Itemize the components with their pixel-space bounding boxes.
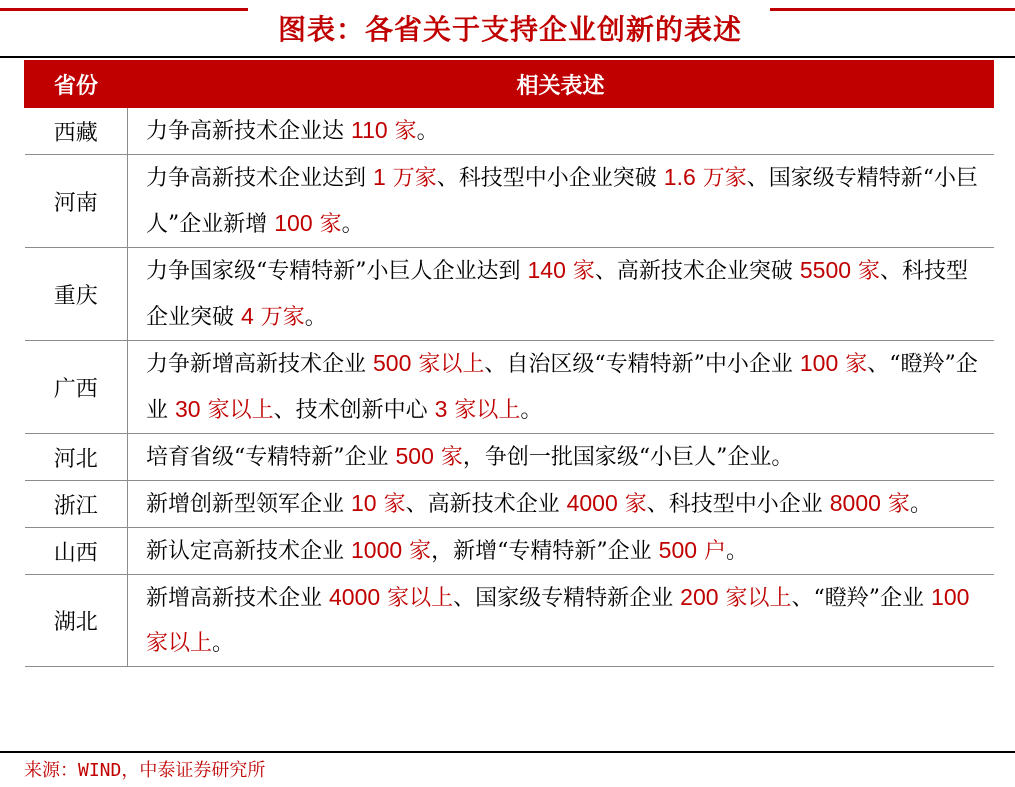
description-text: 。 xyxy=(520,398,543,423)
description-text: 、国家级专精特新企业 xyxy=(453,586,681,611)
description-text: 。 xyxy=(304,305,327,330)
source-note: 来源：WIND，中泰证券研究所 xyxy=(24,760,266,781)
table-row xyxy=(25,248,994,341)
description-text: 。 xyxy=(212,631,235,656)
target-number: 3 xyxy=(434,396,448,422)
target-number: 500 xyxy=(395,443,434,469)
table-row xyxy=(25,434,994,481)
target-number: 4000 xyxy=(329,584,381,610)
header-province: 省份 xyxy=(25,61,128,108)
target-number: 1 xyxy=(373,164,386,190)
target-unit: 家 xyxy=(617,492,647,517)
target-unit: 家以上 xyxy=(146,631,213,656)
title-rule-right xyxy=(770,8,1015,11)
description-text: 、自治区级“专精特新”中小企业 xyxy=(484,352,800,377)
description-cell xyxy=(128,248,994,341)
target-number: 500 xyxy=(373,350,412,376)
target-number: 10 xyxy=(351,490,377,516)
target-unit: 家以上 xyxy=(380,586,454,611)
table-row xyxy=(25,575,994,667)
description-text: 、技术创新中心 xyxy=(273,398,435,423)
target-unit: 万家 xyxy=(695,166,747,191)
province-cell: 重庆 xyxy=(25,248,128,341)
target-unit: 家 xyxy=(376,492,406,517)
table-row xyxy=(25,528,994,575)
description-text: 。 xyxy=(726,539,749,564)
target-number: 1000 xyxy=(351,537,403,563)
target-unit: 家 xyxy=(402,539,432,564)
province-cell: 湖北 xyxy=(25,575,128,667)
province-cell: 浙江 xyxy=(25,481,128,528)
description-text: 、高新技术企业突破 xyxy=(594,259,800,284)
table-body xyxy=(25,108,994,667)
target-unit: 家 xyxy=(312,212,342,237)
page-title: 图表：各省关于支持企业创新的表述 xyxy=(277,13,742,46)
description-text: 。 xyxy=(909,492,932,517)
source-divider xyxy=(0,751,1015,753)
province-table xyxy=(24,60,994,667)
target-unit: 万家 xyxy=(253,305,305,330)
description-text: 力争国家级“专精特新”小巨人企业达到 xyxy=(146,259,528,284)
description-text: 。 xyxy=(341,212,364,237)
description-text: 新增创新型领军企业 xyxy=(146,492,351,517)
target-unit: 家 xyxy=(880,492,910,517)
target-unit: 万家 xyxy=(385,166,437,191)
target-number: 4000 xyxy=(566,490,618,516)
province-cell: 山西 xyxy=(25,528,128,575)
description-cell xyxy=(128,481,994,528)
target-number: 5500 xyxy=(799,257,852,283)
province-cell: 广西 xyxy=(25,341,128,434)
description-text: 、科技型中小企业突破 xyxy=(436,166,664,191)
description-cell xyxy=(128,341,994,434)
description-cell xyxy=(128,155,994,248)
table-row xyxy=(25,108,994,155)
description-text: 新增高新技术企业 xyxy=(146,586,329,611)
target-unit: 家以上 xyxy=(411,352,485,377)
description-text: 、“瞪羚”企业 xyxy=(791,586,932,611)
table-row xyxy=(25,155,994,248)
target-number: 8000 xyxy=(829,490,881,516)
target-number: 100 xyxy=(274,210,313,236)
table-row xyxy=(25,341,994,434)
description-text: 、高新技术企业 xyxy=(405,492,567,517)
description-cell xyxy=(128,108,994,155)
description-text: ，争创一批国家级“小巨人”企业。 xyxy=(462,445,794,470)
target-number: 1.6 xyxy=(663,164,696,190)
target-unit: 家 xyxy=(838,352,868,377)
target-number: 500 xyxy=(658,537,698,563)
description-text: 、国家级专精特新“小巨人”企业新增 xyxy=(146,166,979,237)
description-text: 新认定高新技术企业 xyxy=(146,539,351,564)
target-number: 140 xyxy=(527,257,566,283)
province-cell: 西藏 xyxy=(25,108,128,155)
target-unit: 家 xyxy=(433,445,463,470)
target-number: 100 xyxy=(799,350,839,376)
description-text: 培育省级“专精特新”企业 xyxy=(146,445,396,470)
description-text: 力争高新技术企业达 xyxy=(146,119,351,144)
target-number: 110 xyxy=(351,117,388,143)
target-unit: 家以上 xyxy=(200,398,274,423)
target-unit: 户 xyxy=(697,539,727,564)
target-number: 4 xyxy=(241,303,254,329)
description-cell xyxy=(128,575,994,667)
target-unit: 家以上 xyxy=(447,398,521,423)
title-divider xyxy=(0,56,1015,58)
description-cell xyxy=(128,434,994,481)
description-text: 、科技型中小企业 xyxy=(646,492,830,517)
target-unit: 家 xyxy=(565,259,595,284)
target-number: 100 xyxy=(931,584,970,610)
target-number: 200 xyxy=(680,584,719,610)
table-row xyxy=(25,481,994,528)
table-header-row xyxy=(25,61,994,108)
description-text: 、“瞪羚”企业 xyxy=(146,352,978,423)
province-cell: 河南 xyxy=(25,155,128,248)
description-text: 、科技型企业突破 xyxy=(146,259,969,330)
header-description: 相关表述 xyxy=(128,61,994,108)
target-unit: 家 xyxy=(851,259,881,284)
province-cell: 河北 xyxy=(25,434,128,481)
description-text: 。 xyxy=(416,119,439,144)
description-text: ，新增“专精特新”企业 xyxy=(431,539,659,564)
target-number: 30 xyxy=(175,396,201,422)
description-text: 力争新增高新技术企业 xyxy=(146,352,373,377)
description-text: 力争高新技术企业达到 xyxy=(146,166,373,191)
title-rule-left xyxy=(0,8,248,11)
description-cell xyxy=(128,528,994,575)
target-unit: 家 xyxy=(387,119,417,144)
title-bar xyxy=(0,0,1015,58)
target-unit: 家以上 xyxy=(718,586,792,611)
